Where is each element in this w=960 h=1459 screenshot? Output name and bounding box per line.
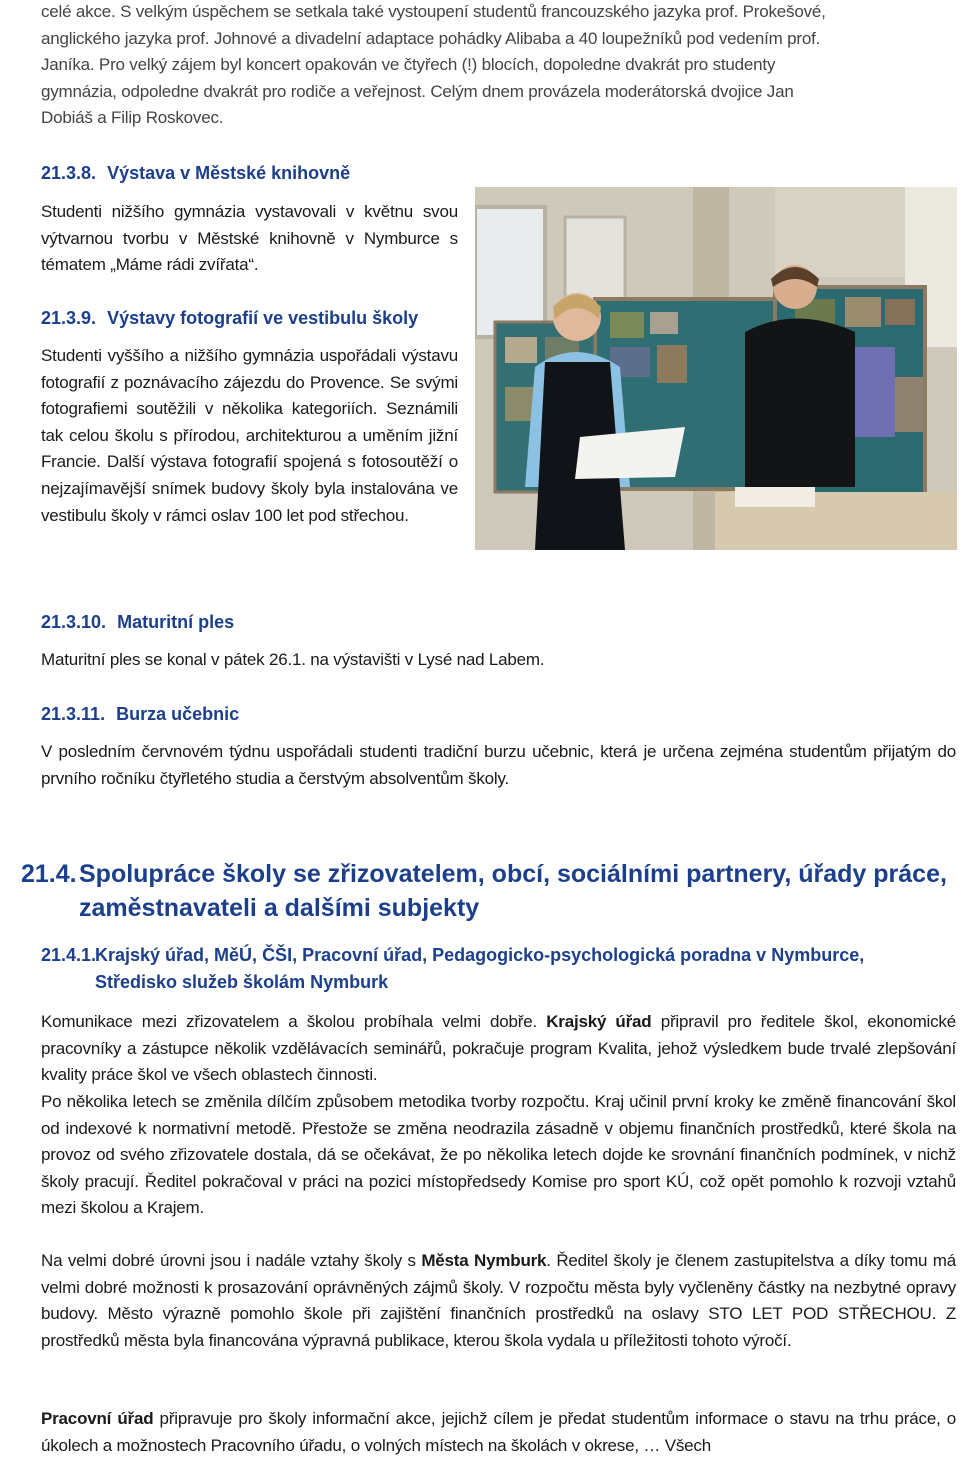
section-text-21-3-11: V posledním červnovém týdnu uspořádali studenti tradiční burzu učebnic, která je určena zejména studentům přijatým do prvního ročníku čtyřletého studia a čerstvým absolventům školy. (41, 742, 956, 788)
paragraph-text: připravuje pro školy informační akce, jejichž cílem je předat studentům informace o stavu na trhu práce, o úkolech a možnostech Pracovního úřadu, o volných místech na školách v okrese, … Všech (41, 1409, 956, 1455)
exhibition-photo (475, 187, 957, 550)
section-number: 21.3.9. (41, 308, 97, 328)
section-title-line: Krajský úřad, MěÚ, ČŠI, Pracovní úřad, Pedagogicko-psychologická poradna v Nymburce, (95, 945, 865, 965)
section-number: 21.3.8. (41, 163, 97, 183)
paragraph-text: Na velmi dobré úrovni jsou i nadále vztahy školy s (41, 1251, 416, 1270)
section-text-21-3-9: Studenti vyššího a nižšího gymnázia uspořádali výstavu fotografií z poznávacího zájezdu do Provence. Se svými fotografiemi soutěžili v několika kategoriích. Seznámili tak celou školu s přírodou, architekturou a uměním jižní Francie. Další výstava fotografií spojená s fotosoutěží o nejzajímavější snímek budovy školy byla instalována ve vestibulu školy v rámci oslav 100 let pod střechou. (41, 346, 458, 525)
section-text-21-3-8: Studenti nižšího gymnázia vystavovali v květnu svou výtvarnou tvorbu v Městské knihovně v Nymburce s tématem „Máme rádi zvířata“. (41, 202, 458, 275)
section-text-21-3-10: Maturitní ples se konal v pátek 26.1. na výstavišti v Lysé nad Labem. (41, 650, 545, 669)
section-heading-21-3-10 (41, 609, 234, 635)
bold-term: Pracovní úřad (41, 1409, 154, 1428)
section-heading-21-3-8 (41, 160, 350, 186)
section-heading-21-3-11 (41, 701, 239, 727)
bold-term: Krajský úřad (546, 1012, 652, 1031)
paragraph-krajsky-urad (41, 1009, 956, 1089)
bold-term: Města Nymburk (421, 1251, 547, 1270)
section-heading-21-3-9 (41, 305, 418, 331)
section-number: 21.3.11. (41, 704, 106, 724)
photo-illustration (475, 187, 957, 550)
intro-line: Dobiáš a Filip Roskovec. (41, 108, 224, 128)
section-title: Maturitní ples (117, 612, 235, 632)
intro-paragraph (41, 0, 956, 132)
paragraph-pracovni-urad (41, 1406, 956, 1459)
intro-line: gymnázia, odpoledne dvakrát pro rodiče a veřejnost. Celým dnem provázela moderátorská dvojice Jan (41, 81, 794, 101)
paragraph-text: Komunikace mezi zřizovatelem a školou probíhala velmi dobře. (41, 1012, 537, 1031)
intro-line: Janíka. Pro velký zájem byl koncert opakován ve čtyřech (!) blocích, dopoledne dvakrát pro studenty (41, 55, 776, 75)
section-title: Burza učebnic (116, 704, 240, 724)
chapter-number: 21.4. (21, 860, 77, 888)
chapter-title: Spolupráce školy se zřizovatelem, obcí, sociálními partnery, úřady práce, zaměstnavateli a dalšími subjekty (79, 860, 947, 922)
paragraph-text: připravil pro ředitele škol, ekonomické pracovníky a zástupce několik vzdělávacích seminářů, pokračuje program Kvalita, jehož výsledkem bude trvalé zlepšování kvality práce škol ve všech oblastech činnosti. (41, 1012, 956, 1085)
intro-line: celé akce. S velkým úspěchem se setkala také vystoupení studentů francouzského jazyka prof. Prokešové, (41, 2, 826, 21)
section-heading-21-4-1 (41, 942, 956, 996)
section-title: Výstava v Městské knihovně (107, 163, 351, 183)
section-number: 21.3.10. (41, 612, 107, 632)
paragraph-text: . Ředitel školy je členem zastupitelstva a díky tomu má velmi dobré možnosti k prosazování oprávněných zájmů školy. V rozpočtu města byly vyčleněny částky na nezbytné opravy budovy. Město výrazně pomohlo škole při zajištění finančních prostředků na oslavy STO LET POD STŘECHOU. Z prostředků města byla financována výpravná publikace, kterou škola vydala u příležitosti tohoto výročí. (41, 1251, 956, 1350)
section-title-line: Středisko služeb školám Nymburk (95, 972, 389, 992)
section-title: Výstavy fotografií ve vestibulu školy (107, 308, 419, 328)
intro-line: anglického jazyka prof. Johnové a divadelní adaptace pohádky Alibaba a 40 loupežníků pod vedením prof. (41, 28, 821, 48)
paragraph-rozpocet: Po několika letech se změnila dílčím způsobem metodika tvorby rozpočtu. Kraj učinil první kroky ke změně financování škol od indexové k normativní metodě. Přestože se změna neodrazila zásadně v objemu finančních prostředků, které škola na provoz od svého zřizovatele dostala, dá se očekávat, že po několika letech dojde ke srovnání finančních podmínek, v nichž školy pracují. Ředitel pokračoval v práci na pozici místopředsedy Komise pro sport KÚ, což opět pomohlo k rozvoji vztahů mezi školou a Krajem. (41, 1092, 956, 1218)
paragraph-mesto (41, 1248, 956, 1354)
section-number: 21.4.1. (41, 945, 97, 965)
